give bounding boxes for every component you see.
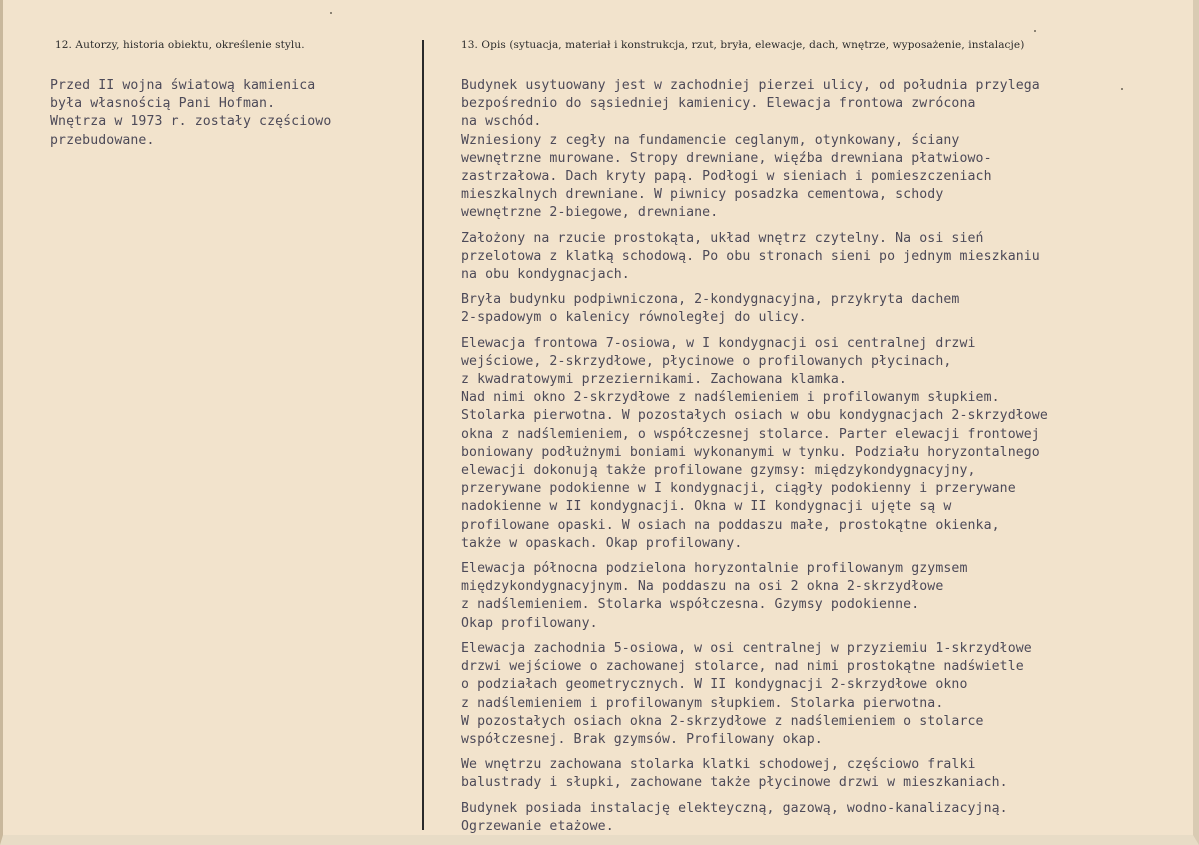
- description-line: Elewacja frontowa 7-osiowa, w I kondygnacji osi centralnej drzwi: [461, 335, 976, 351]
- description-paragraph-interior: [461, 756, 1191, 792]
- description-line: Elewacja zachodnia 5-osiowa, w osi centralnej w przyziemiu 1-skrzydłowe: [461, 640, 1032, 656]
- description-paragraph-installations: [461, 800, 1191, 836]
- description-line: Bryła budynku podpiwniczona, 2-kondygnacyjna, przykryta dachem: [461, 292, 960, 308]
- description-line: Ogrzewanie etażowe.: [461, 818, 614, 834]
- description-paragraph-west-elevation: [461, 640, 1191, 749]
- history-line: Wnętrza w 1973 r. zostały częściowo: [50, 114, 332, 130]
- paper-speck: [1034, 30, 1036, 32]
- description-line: Budynek usytuowany jest w zachodniej pierzei ulicy, od południa przylega: [461, 78, 1040, 93]
- column-divider: [422, 40, 424, 830]
- history-line: przebudowane.: [50, 132, 155, 148]
- description-line: z nadślemieniem. Stolarka współczesna. Gzymsy podokienne.: [461, 597, 920, 613]
- description-line: balustrady i słupki, zachowane także płycinowe drzwi w mieszkaniach.: [461, 775, 1008, 791]
- description-line: mieszkalnych drewniane. W piwnicy posadzka cementowa, schody: [461, 187, 944, 203]
- description-text: [461, 77, 1191, 843]
- description-line: przerywane podokienne w I kondygnacji, ciągły podokienny i przerywane: [461, 481, 1016, 497]
- description-line: przelotowa z klatką schodową. Po obu stronach sieni po jednym mieszkaniu: [461, 248, 1040, 264]
- description-line: z kwadratowymi przeziernikami. Zachowana klamka.: [461, 372, 847, 388]
- description-line: okna z nadślemieniem, o współczesnej stolarce. Parter elewacji frontowej: [461, 426, 1040, 442]
- section-13-header: 13. Opis (sytuacja, materiał i konstrukcja, rzut, bryła, elewacje, dach, wnętrze, wyposażenie, instalacje): [461, 39, 1025, 51]
- description-line: na obu kondygnacjach.: [461, 267, 630, 283]
- paper-speck: [1121, 88, 1123, 90]
- description-line: także w opaskach. Okap profilowany.: [461, 535, 743, 551]
- description-line: zastrzałowa. Dach kryty papą. Podłogi w sieniach i pomieszczeniach: [461, 169, 992, 185]
- description-line: W pozostałych osiach okna 2-skrzydłowe z nadślemieniem o stolarce: [461, 713, 984, 729]
- description-paragraph-front-elevation: [461, 335, 1191, 553]
- description-line: Okap profilowany.: [461, 615, 598, 631]
- history-text: [50, 77, 410, 150]
- description-line: Stolarka pierwotna. W pozostałych osiach w obu kondygnacjach 2-skrzydłowe: [461, 408, 1048, 424]
- description-paragraph-massing: [461, 291, 1191, 327]
- description-line: Budynek posiada instalację elekteyczną, gazową, wodno-kanalizacyjną.: [461, 800, 1008, 816]
- description-line: boniowany podłużnymi boniami wykonanymi w tynku. Podziału horyzontalnego: [461, 444, 1040, 460]
- description-line: Wzniesiony z cegły na fundamencie ceglanym, otynkowany, ściany: [461, 132, 960, 148]
- description-line: 2-spadowym o kalenicy równoległej do ulicy.: [461, 310, 807, 326]
- description-line: bezpośrednio do sąsiedniej kamienicy. Elewacja frontowa zwrócona: [461, 96, 976, 112]
- description-line: międzykondygnacyjnym. Na poddaszu na osi 2 okna 2-skrzydłowe: [461, 579, 944, 595]
- description-line: nadokienne w II kondygnacji. Okna w II kondygnacji ujęte są w: [461, 499, 952, 515]
- description-line: współczesnej. Brak gzymsów. Profilowany okap.: [461, 731, 823, 747]
- description-line: z nadślemieniem i profilowanym słupkiem. Stolarka pierwotna.: [461, 695, 944, 711]
- description-line: o podziałach geometrycznych. W II kondygnacji 2-skrzydłowe okno: [461, 677, 968, 693]
- description-line: Założony na rzucie prostokąta, układ wnętrz czytelny. Na osi sień: [461, 230, 984, 246]
- history-line: była własnością Pani Hofman.: [50, 96, 276, 112]
- description-line: elewacji dokonują także profilowane gzymsy: międzykondygnacyjny,: [461, 463, 976, 479]
- description-line: Elewacja północna podzielona horyzontalnie profilowanym gzymsem: [461, 561, 968, 577]
- history-line: Przed II wojna światową kamienica: [50, 78, 316, 93]
- description-line: profilowane opaski. W osiach na poddaszu małe, prostokątne okienka,: [461, 517, 1000, 533]
- description-paragraph-north-elevation: [461, 560, 1191, 633]
- paper-speck: [330, 12, 332, 14]
- description-line: na wschód.: [461, 114, 542, 130]
- description-line: wewnętrzne murowane. Stropy drewniane, więźba drewniana płatwiowo-: [461, 150, 992, 166]
- description-paragraph-plan: [461, 230, 1191, 285]
- description-line: Nad nimi okno 2-skrzydłowe z nadślemieniem i profilowanym słupkiem.: [461, 390, 1000, 406]
- description-line: wejściowe, 2-skrzydłowe, płycinowe o profilowanych płycinach,: [461, 353, 952, 369]
- description-line: wewnętrzne 2-biegowe, drewniane.: [461, 205, 719, 221]
- description-line: We wnętrzu zachowana stolarka klatki schodowej, częściowo fralki: [461, 757, 976, 773]
- description-line: drzwi wejściowe o zachowanej stolarce, nad nimi prostokątne nadświetle: [461, 659, 1024, 675]
- section-12-header: 12. Autorzy, historia obiektu, określenie stylu.: [55, 39, 305, 51]
- description-paragraph-situation: [461, 77, 1191, 223]
